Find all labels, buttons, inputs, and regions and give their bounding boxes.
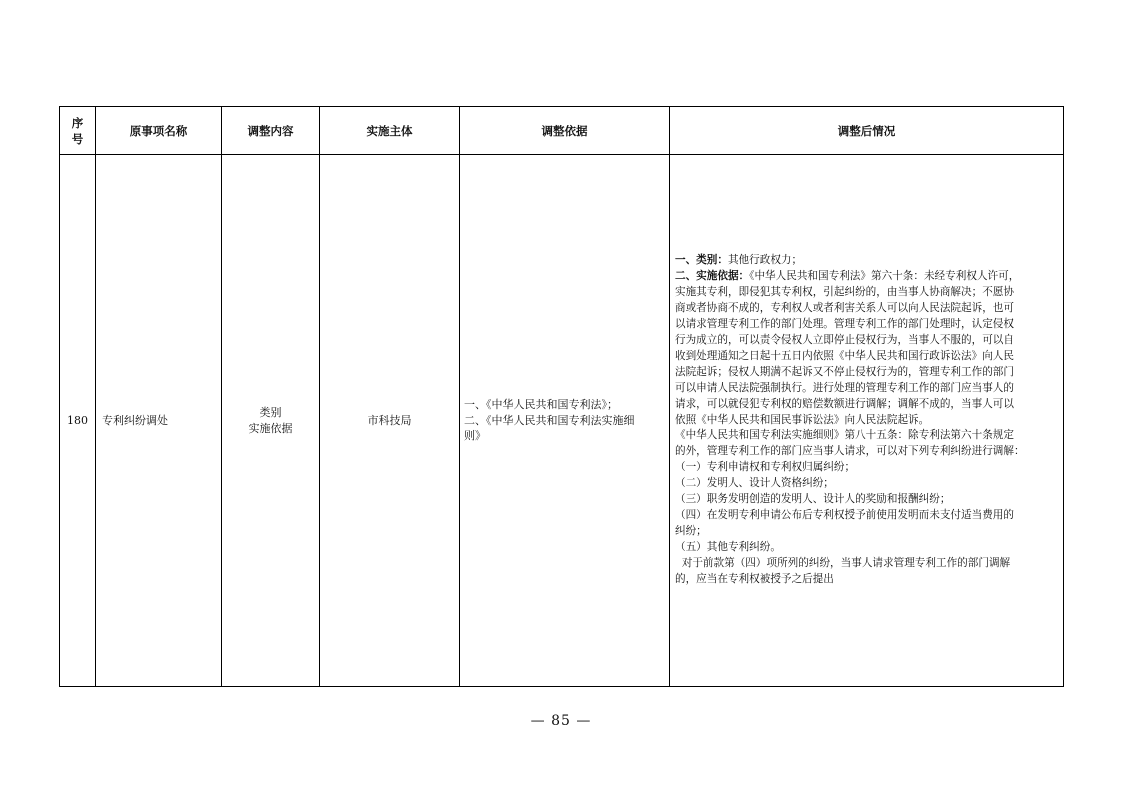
- basis-heading-line: [675, 269, 1058, 285]
- status-line: 行为成立的，可以责令侵权人立即停止侵权行为，当事人不服的，可以自: [675, 334, 1014, 347]
- adjustment-table: [59, 106, 1064, 687]
- status-line: 可以申请人民法院强制执行。进行处理的管理专利工作的部门应当事人的: [675, 381, 1014, 394]
- header-implementing-body: 实施主体: [320, 107, 460, 155]
- basis-line: 二、《中华人民共和国专利法实施细: [464, 413, 635, 427]
- header-adjustment-basis: 调整依据: [460, 107, 670, 155]
- row-adjustment-content: [222, 155, 320, 687]
- status-line: 纠纷；: [675, 524, 707, 537]
- basis-line: 则》: [464, 429, 486, 443]
- row-implementing-body: 市科技局: [320, 155, 460, 687]
- status-line: 请求，可以就侵犯专利权的赔偿数额进行调解；调解不成的，当事人可以: [675, 397, 1014, 410]
- status-line: 依照《中华人民共和国民事诉讼法》向人民法院起诉。: [675, 413, 930, 426]
- basis-label: 二、实施依据：: [675, 270, 750, 283]
- row-item-name: 专利纠纷调处: [96, 155, 222, 687]
- status-line: 《中华人民共和国专利法实施细则》第八十五条：除专利法第六十条规定: [675, 429, 1014, 442]
- row-index: 180: [60, 155, 96, 687]
- status-line: 的外，管理专利工作的部门应当事人请求，可以对下列专利纠纷进行调解：: [675, 445, 1025, 458]
- category-line: [675, 253, 1058, 269]
- status-line: （二）发明人、设计人资格纠纷；: [675, 477, 834, 490]
- status-line: （四）在发明专利申请公布后专利权授予前使用发明而未支付适当费用的: [675, 508, 1014, 521]
- status-line: 收到处理通知之日起十五日内依照《中华人民共和国行政诉讼法》向人民: [675, 349, 1014, 362]
- row-post-adjustment-status: [670, 155, 1064, 687]
- header-post-adjustment-status: 调整后情况: [670, 107, 1064, 155]
- basis-line: 一、《中华人民共和国专利法》；: [464, 398, 618, 412]
- status-line: 对于前款第（四）项所列的纠纷，当事人请求管理专利工作的部门调解: [675, 556, 1011, 569]
- status-line: 的，应当在专利权被授予之后提出: [675, 572, 834, 585]
- status-line: 法院起诉；侵权人期满不起诉又不停止侵权行为的，管理专利工作的部门: [675, 365, 1014, 378]
- category-value: 其他行政权力；: [727, 254, 803, 267]
- basis-first-text: 《中华人民共和国专利法》第六十条：未经专利权人许可，: [749, 270, 1020, 283]
- status-line: （一）专利申请权和专利权归属纠纷；: [675, 461, 856, 474]
- status-line: 商或者协商不成的，专利权人或者利害关系人可以向人民法院起诉，也可: [675, 302, 1014, 315]
- header-adjustment-content: 调整内容: [222, 107, 320, 155]
- content-line: 实施依据: [248, 421, 293, 435]
- status-line: 以请求管理专利工作的部门处理。管理专利工作的部门处理时，认定侵权: [675, 318, 1014, 331]
- category-label: 一、类别：: [675, 254, 728, 267]
- table-row: [60, 155, 1064, 687]
- status-line: （三）职务发明创造的发明人、设计人的奖励和报酬纠纷；: [675, 493, 951, 506]
- header-index: [60, 107, 96, 155]
- status-line: 实施其专利，即侵犯其专利权，引起纠纷的，由当事人协商解决；不愿协: [675, 286, 1014, 299]
- content-line: 类别: [259, 406, 282, 419]
- table-header-row: [60, 107, 1064, 155]
- page-number: — 85 —: [530, 713, 592, 729]
- header-index-label: 序 号: [71, 115, 84, 146]
- status-line: （五）其他专利纠纷。: [675, 540, 781, 553]
- header-original-item-name: 原事项名称: [96, 107, 222, 155]
- row-adjustment-basis: [460, 155, 670, 687]
